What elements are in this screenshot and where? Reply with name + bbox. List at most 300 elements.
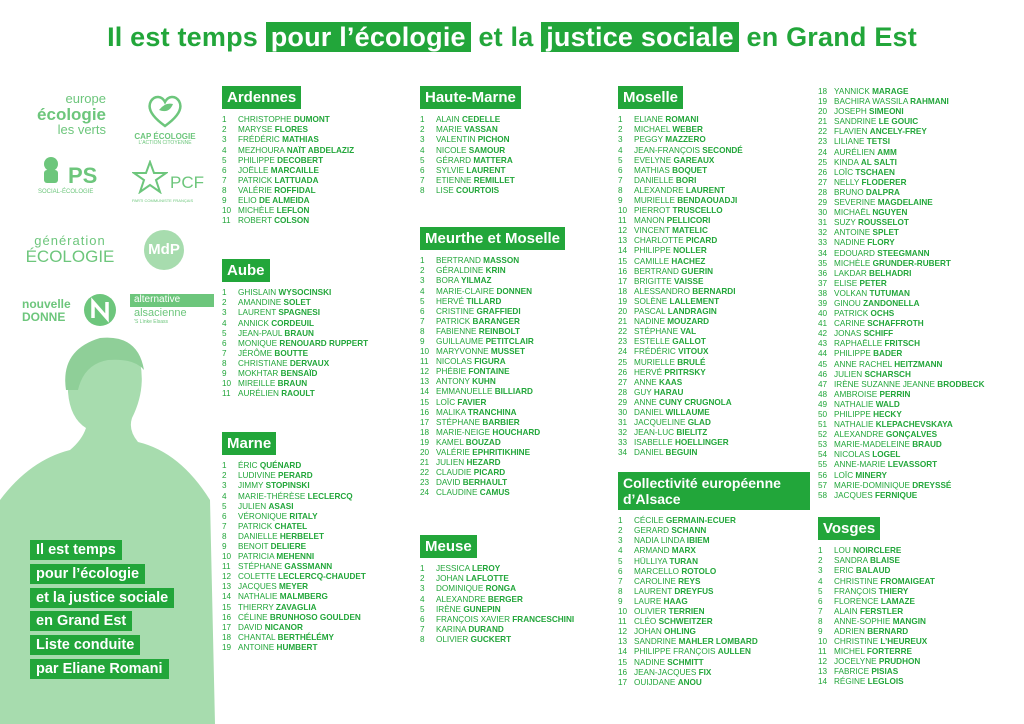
candidate-number: 7 xyxy=(222,348,227,358)
candidate-number: 1 xyxy=(420,256,425,266)
candidate-lastname: YILMAZ xyxy=(461,276,492,286)
candidate-row xyxy=(222,562,412,572)
candidate-number: 5 xyxy=(818,586,823,596)
candidate-number: 2 xyxy=(618,125,623,135)
candidate-firstname: PATRICK xyxy=(834,309,871,319)
candidate-row xyxy=(420,166,610,176)
candidate-row xyxy=(618,277,808,287)
candidate-number: 6 xyxy=(222,338,227,348)
candidate-number: 3 xyxy=(618,135,623,145)
candidate-number: 3 xyxy=(818,566,823,576)
department-section xyxy=(222,259,412,399)
candidate-number: 28 xyxy=(818,187,828,197)
candidate-number: 17 xyxy=(420,417,430,427)
candidate-lastname: HOUCHARD xyxy=(492,427,541,437)
candidate-firstname: SYLVIE xyxy=(436,165,467,175)
candidate-lastname: SECONDÉ xyxy=(702,145,743,155)
ps-logo: PS SOCIAL-ÉCOLOGIE xyxy=(38,156,108,195)
candidate-number: 48 xyxy=(818,389,828,399)
candidate-lastname: MEHENNI xyxy=(276,552,315,562)
candidate-firstname: JEAN-JACQUES xyxy=(634,667,699,677)
candidate-lastname: WALD xyxy=(875,399,900,409)
candidate-row xyxy=(618,546,810,556)
candidate-firstname: HERVÉ xyxy=(634,367,665,377)
candidate-firstname: JACQUES xyxy=(834,490,875,500)
candidate-firstname: PHILIPPE xyxy=(834,410,874,419)
candidate-firstname: OLIVIER xyxy=(436,634,471,644)
candidate-number: 7 xyxy=(420,316,425,326)
candidate-row xyxy=(420,156,610,166)
candidate-firstname: ELIANE xyxy=(634,115,666,125)
candidate-firstname: MEZHOURA xyxy=(238,145,287,155)
candidate-lastname: PISIAS xyxy=(871,667,899,677)
candidate-lastname: CAMUS xyxy=(479,488,510,498)
candidate-number: 5 xyxy=(618,556,623,566)
candidate-lastname: GASSMANN xyxy=(284,562,333,572)
candidate-firstname: AURÉLIEN xyxy=(834,147,878,157)
candidate-list xyxy=(222,461,412,653)
candidate-number: 10 xyxy=(818,637,828,647)
candidate-firstname: ALEXANDRE xyxy=(834,430,886,440)
candidate-row xyxy=(818,178,1018,188)
candidate-firstname: BACHIRA WASSILA xyxy=(834,97,911,107)
candidate-firstname: ANNE-SOPHIE xyxy=(834,616,893,626)
candidate-number: 5 xyxy=(222,155,227,165)
candidate-firstname: STÉPHANE xyxy=(436,417,483,427)
candidate-lastname: BENSAÏD xyxy=(280,369,318,378)
candidate-row xyxy=(420,428,610,438)
candidate-number: 33 xyxy=(618,438,628,448)
candidate-firstname: JULIEN xyxy=(436,458,467,468)
candidate-firstname: KAMEL xyxy=(436,437,466,447)
candidate-lastname: BERTHÉLÉMY xyxy=(277,632,334,642)
department-heading: Moselle xyxy=(618,86,683,109)
candidate-row xyxy=(222,481,412,491)
candidate-number: 5 xyxy=(420,155,425,165)
candidate-lastname: MASSON xyxy=(483,256,520,266)
candidate-list xyxy=(818,87,1018,501)
candidate-firstname: CLAUDINE xyxy=(436,488,480,498)
candidate-row xyxy=(818,117,1018,127)
candidate-row xyxy=(222,329,412,339)
department-heading: Collectivité européenne d’Alsace xyxy=(618,472,810,510)
candidate-lastname: VASSAN xyxy=(464,125,498,135)
candidate-row xyxy=(618,418,808,428)
candidate-lastname: FORTERRE xyxy=(866,647,912,657)
candidate-row xyxy=(818,87,1018,97)
candidate-firstname: FRANÇOIS xyxy=(834,586,879,596)
candidate-number: 11 xyxy=(222,562,231,572)
candidate-number: 2 xyxy=(222,471,227,481)
candidate-lastname: IBIEM xyxy=(686,536,710,546)
candidate-number: 57 xyxy=(818,480,828,490)
candidate-number: 16 xyxy=(222,612,232,622)
candidate-number: 38 xyxy=(818,288,828,298)
candidate-row xyxy=(818,440,1018,450)
candidate-firstname: ALESSANDRO xyxy=(634,286,693,296)
candidate-firstname: JOSEPH xyxy=(834,107,870,117)
candidate-lastname: BORI xyxy=(675,175,697,185)
slogan-line: pour l’écologie xyxy=(30,564,145,584)
candidate-number: 8 xyxy=(420,634,425,644)
candidate-lastname: FLORY xyxy=(867,238,895,248)
candidate-row xyxy=(222,532,412,542)
candidate-firstname: MATHIAS xyxy=(634,165,673,175)
candidate-list xyxy=(618,115,808,458)
candidate-lastname: PICHON xyxy=(477,135,510,145)
candidate-number: 23 xyxy=(420,478,430,488)
candidate-row xyxy=(618,226,808,236)
candidate-row xyxy=(818,420,1018,430)
candidate-row xyxy=(818,299,1018,309)
candidate-lastname: LECLERCQ-CHAUDET xyxy=(278,572,366,582)
candidate-lastname: HERBELET xyxy=(279,531,324,541)
candidate-row xyxy=(420,408,610,418)
candidate-lastname: THIERY xyxy=(878,586,909,596)
candidate-number: 7 xyxy=(222,175,227,185)
candidate-number: 4 xyxy=(618,546,623,556)
candidate-number: 5 xyxy=(618,155,623,165)
department-section xyxy=(818,87,1018,501)
candidate-lastname: GONÇALVES xyxy=(885,430,938,440)
candidate-number: 18 xyxy=(818,87,828,96)
candidate-number: 18 xyxy=(618,286,628,296)
candidate-number: 22 xyxy=(618,327,628,337)
candidate-number: 13 xyxy=(818,667,828,677)
candidate-lastname: RENOUARD RUPPERT xyxy=(279,338,369,348)
candidate-row xyxy=(818,259,1018,269)
candidate-firstname: MARYSE xyxy=(238,125,275,135)
candidate-firstname: JÉRÔME xyxy=(238,348,275,358)
candidate-row xyxy=(222,572,412,582)
candidate-lastname: PRUDHON xyxy=(878,657,921,667)
candidate-lastname: ROMANI xyxy=(665,115,699,125)
candidate-row xyxy=(222,379,412,389)
candidate-number: 4 xyxy=(222,491,227,501)
candidate-firstname: PASCAL xyxy=(634,307,668,317)
candidate-lastname: DERVAUX xyxy=(289,358,330,368)
candidate-number: 8 xyxy=(420,185,425,195)
title-part: Il est temps xyxy=(107,22,266,52)
candidate-row xyxy=(420,418,610,428)
candidate-number: 21 xyxy=(420,458,430,468)
candidate-row xyxy=(420,297,610,307)
candidate-number: 8 xyxy=(818,616,823,626)
candidate-number: 6 xyxy=(420,165,425,175)
candidate-lastname: REMILLET xyxy=(473,175,515,185)
candidate-row xyxy=(818,319,1018,329)
candidate-lastname: ANCELY-FREY xyxy=(869,127,927,137)
candidate-number: 1 xyxy=(222,115,227,125)
candidate-firstname: ERIC xyxy=(834,566,856,576)
candidate-lastname: DUMONT xyxy=(293,115,330,125)
candidate-row xyxy=(222,125,412,135)
candidate-row xyxy=(618,186,808,196)
candidate-lastname: LANDRAGIN xyxy=(667,307,717,317)
candidate-number: 6 xyxy=(222,165,227,175)
candidate-row xyxy=(618,115,808,125)
candidate-lastname: HEITZMANN xyxy=(894,359,943,369)
candidate-number: 7 xyxy=(618,576,623,586)
candidate-firstname: ANNE xyxy=(634,377,660,387)
candidate-lastname: DONNEN xyxy=(496,286,532,296)
candidate-row xyxy=(818,168,1018,178)
department-section xyxy=(222,86,412,226)
candidate-lastname: AULLEN xyxy=(717,647,751,657)
candidate-lastname: LECLERCQ xyxy=(307,491,353,501)
candidate-lastname: CEDELLE xyxy=(461,115,501,125)
candidate-firstname: MARIE-MADELEINE xyxy=(834,440,913,450)
candidate-lastname: PELLICORI xyxy=(666,216,711,226)
candidate-row xyxy=(618,398,808,408)
candidate-row xyxy=(420,605,610,615)
candidate-firstname: NADINE xyxy=(834,238,868,248)
department-heading: Ardennes xyxy=(222,86,301,109)
candidate-firstname: VALÉRIE xyxy=(436,448,473,458)
candidate-lastname: PETITCLAIR xyxy=(485,337,534,346)
candidate-lastname: PICARD xyxy=(685,236,718,246)
candidate-number: 16 xyxy=(420,407,430,417)
candidate-firstname: NADINE xyxy=(634,657,668,667)
candidate-row xyxy=(222,186,412,196)
candidate-number: 19 xyxy=(222,642,232,652)
candidate-row xyxy=(222,643,412,653)
candidate-row xyxy=(618,307,808,317)
candidate-lastname: BRAUN xyxy=(284,328,314,338)
candidate-row xyxy=(618,448,808,458)
candidate-row xyxy=(618,176,808,186)
candidate-firstname: PHILIPPE xyxy=(634,246,674,256)
candidate-firstname: NICOLAS xyxy=(436,357,475,367)
candidate-lastname: BIELITZ xyxy=(676,428,708,438)
candidate-row xyxy=(420,115,610,125)
candidate-firstname: CHRISTINE xyxy=(834,637,881,647)
candidate-list xyxy=(420,115,610,196)
department-section xyxy=(420,86,610,196)
candidate-number: 22 xyxy=(420,468,430,478)
candidate-lastname: COURTOIS xyxy=(456,185,500,195)
candidate-row xyxy=(222,592,412,602)
mdp-logo: MdP xyxy=(144,230,184,270)
candidate-number: 3 xyxy=(420,584,425,594)
candidate-number: 50 xyxy=(818,410,828,419)
candidate-firstname: PATRICIA xyxy=(238,552,277,562)
candidate-number: 6 xyxy=(420,306,425,316)
candidate-number: 24 xyxy=(420,488,430,498)
candidate-lastname: GRUNDER-RUBERT xyxy=(872,258,951,268)
candidate-row xyxy=(222,369,412,379)
candidate-lastname: COLSON xyxy=(274,216,310,226)
candidate-number: 21 xyxy=(818,117,828,127)
candidate-lastname: LEVASSORT xyxy=(887,460,938,470)
candidate-lastname: BLAISE xyxy=(869,556,900,566)
candidate-firstname: PHILIPPE xyxy=(834,349,874,359)
candidate-firstname: GÉRALDINE xyxy=(436,266,486,276)
candidate-firstname: MARCELLO xyxy=(634,566,682,576)
candidate-firstname: ANNE RACHEL xyxy=(834,359,895,369)
candidate-row xyxy=(420,276,610,286)
candidate-lastname: MANGIN xyxy=(892,616,926,626)
department-heading: Meuse xyxy=(420,535,477,558)
candidate-number: 56 xyxy=(818,470,828,480)
candidate-lastname: CUNY CRUGNOLA xyxy=(659,397,732,407)
candidate-firstname: CARINE xyxy=(834,319,868,329)
candidate-firstname: DAVID xyxy=(238,622,265,632)
candidate-lastname: MATTERA xyxy=(473,155,513,165)
candidate-firstname: VALÉRIE xyxy=(238,185,275,195)
candidate-row xyxy=(420,287,610,297)
candidate-number: 28 xyxy=(618,387,628,397)
candidate-number: 27 xyxy=(818,177,828,187)
candidate-row xyxy=(420,438,610,448)
candidate-firstname: EMMANUELLE xyxy=(436,387,495,397)
candidate-lastname: FRITSCH xyxy=(884,339,920,349)
candidate-lastname: CHATEL xyxy=(274,521,308,531)
candidate-firstname: DAVID xyxy=(436,478,463,488)
candidate-firstname: PATRICK xyxy=(238,521,275,531)
candidate-number: 4 xyxy=(420,286,425,296)
candidate-row xyxy=(222,633,412,643)
candidate-number: 4 xyxy=(818,576,823,586)
candidate-firstname: LOU xyxy=(834,546,854,556)
candidate-number: 44 xyxy=(818,349,828,359)
candidate-lastname: KLEPACHEVSKAYA xyxy=(875,420,953,430)
candidate-firstname: GUILLAUME xyxy=(436,337,486,346)
candidate-firstname: NATHALIE xyxy=(238,592,280,602)
candidate-firstname: ISABELLE xyxy=(634,438,675,448)
candidate-firstname: ÉRIC xyxy=(238,461,260,471)
candidate-row xyxy=(222,359,412,369)
candidate-row xyxy=(222,339,412,349)
candidate-firstname: LILIANE xyxy=(834,137,867,147)
candidate-lastname: TRUSCELLO xyxy=(672,206,723,216)
candidate-lastname: NGUYEN xyxy=(872,208,908,218)
candidate-lastname: VAL xyxy=(680,327,697,337)
candidate-firstname: ANNE xyxy=(634,397,660,407)
candidate-firstname: COLETTE xyxy=(238,572,279,582)
candidate-lastname: HEZARD xyxy=(466,458,501,468)
candidate-number: 14 xyxy=(818,677,828,687)
candidate-firstname: MICHÈLE xyxy=(834,258,873,268)
candidate-lastname: TRANCHINA xyxy=(467,407,517,417)
candidate-row xyxy=(618,196,808,206)
candidate-row xyxy=(818,148,1018,158)
candidate-row xyxy=(618,587,810,597)
candidate-row xyxy=(818,627,1018,637)
candidate-firstname: GUY xyxy=(634,387,654,397)
candidate-row xyxy=(420,367,610,377)
candidate-number: 15 xyxy=(618,256,628,266)
candidate-row xyxy=(420,398,610,408)
candidate-firstname: GERARD xyxy=(634,526,672,536)
candidate-firstname: CHRISTOPHE xyxy=(238,115,294,125)
candidate-row xyxy=(818,657,1018,667)
candidate-row xyxy=(618,246,808,256)
candidate-firstname: LOÏC xyxy=(834,167,856,177)
candidate-number: 4 xyxy=(420,145,425,155)
candidate-lastname: VAISSE xyxy=(674,276,704,286)
candidate-number: 15 xyxy=(222,602,232,612)
candidate-firstname: HERVÉ xyxy=(436,296,467,306)
candidate-row xyxy=(618,368,808,378)
candidate-number: 17 xyxy=(222,622,232,632)
candidate-row xyxy=(222,603,412,613)
candidate-row xyxy=(618,557,810,567)
candidate-row xyxy=(420,458,610,468)
candidate-row xyxy=(818,97,1018,107)
candidate-firstname: JOCELYNE xyxy=(834,657,879,667)
candidate-number: 8 xyxy=(618,586,623,596)
candidate-lastname: BADER xyxy=(873,349,903,359)
candidate-firstname: CHANTAL xyxy=(238,632,278,642)
candidate-lastname: BOUTTE xyxy=(274,348,309,358)
candidate-firstname: JONAS xyxy=(834,329,864,339)
candidate-number: 4 xyxy=(420,594,425,604)
cap-ecologie-logo: CAP ÉCOLOGIE L'ACTION CITOYENNE xyxy=(130,92,200,146)
candidate-firstname: SANDRINE xyxy=(834,117,879,127)
candidate-lastname: HAAG xyxy=(663,596,688,606)
candidate-firstname: CLÉO xyxy=(634,617,659,627)
candidate-lastname: PICARD xyxy=(473,468,506,478)
candidate-number: 2 xyxy=(222,125,227,135)
candidate-row xyxy=(222,623,412,633)
candidate-row xyxy=(618,216,808,226)
candidate-lastname: ZAVAGLIA xyxy=(275,602,317,612)
candidate-list xyxy=(618,516,810,688)
candidate-number: 23 xyxy=(618,337,628,347)
candidate-number: 2 xyxy=(222,298,227,308)
candidate-firstname: SANDRA xyxy=(834,556,870,566)
candidate-lastname: BERNARD xyxy=(867,627,909,636)
candidate-row xyxy=(618,617,810,627)
candidate-firstname: ANTONY xyxy=(436,377,473,387)
candidate-lastname: TSCHAEN xyxy=(855,167,895,177)
candidate-lastname: QUÉNARD xyxy=(259,461,302,471)
candidate-number: 6 xyxy=(222,511,227,521)
candidate-number: 1 xyxy=(222,461,227,471)
candidate-row xyxy=(818,339,1018,349)
candidate-lastname: MOUZARD xyxy=(667,317,710,327)
candidate-lastname: BOQUET xyxy=(672,165,708,175)
candidate-number: 21 xyxy=(618,317,628,327)
candidate-firstname: ELISE xyxy=(834,278,860,288)
candidate-number: 32 xyxy=(618,428,628,438)
candidate-row xyxy=(818,577,1018,587)
candidate-lastname: GERMAIN-ECUER xyxy=(665,516,736,526)
candidate-firstname: FABIENNE xyxy=(436,326,479,336)
candidate-number: 2 xyxy=(420,125,425,135)
candidate-row xyxy=(222,319,412,329)
candidate-firstname: JOHAN xyxy=(634,627,665,637)
candidate-number: 33 xyxy=(818,238,828,248)
slogan-line: et la justice sociale xyxy=(30,588,174,608)
candidate-lastname: BILLIARD xyxy=(494,387,533,397)
candidate-firstname: JOHAN xyxy=(436,574,467,584)
candidate-lastname: SPAGNESI xyxy=(278,308,321,318)
candidate-number: 11 xyxy=(818,647,827,657)
candidate-lastname: LOGEL xyxy=(872,450,901,460)
candidate-lastname: DE ALMEIDA xyxy=(258,196,310,205)
candidate-lastname: LAFLOTTE xyxy=(466,574,509,584)
candidate-firstname: DANIELLE xyxy=(238,531,280,541)
candidate-lastname: RAOULT xyxy=(281,389,315,399)
candidate-firstname: IRÈNE xyxy=(436,604,464,614)
candidate-lastname: AL SALTI xyxy=(860,157,897,167)
candidate-row xyxy=(222,349,412,359)
candidate-firstname: MARIE xyxy=(436,125,465,135)
candidate-row xyxy=(222,461,412,471)
candidate-firstname: VALENTIN xyxy=(436,135,478,145)
